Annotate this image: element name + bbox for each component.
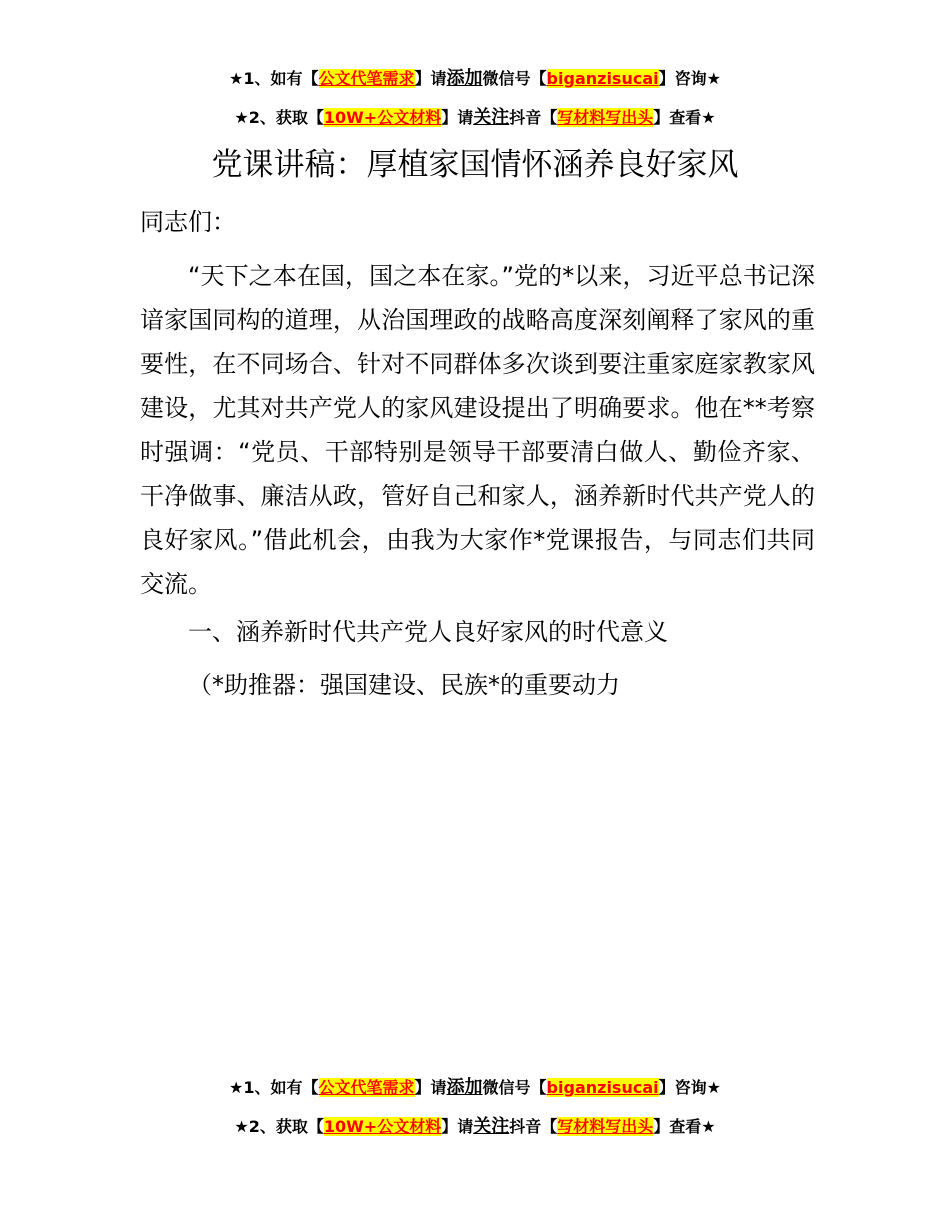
footer-1-highlight-service: 公文代笔需求 [318, 1078, 415, 1097]
footer-2-suffix: 】查看★ [653, 1117, 716, 1136]
footer-1-text: 】请 [414, 1078, 447, 1097]
header-2-prefix: ★2、获取【 [234, 108, 324, 127]
footer-1-text-wechat: 微信号【 [482, 1078, 547, 1097]
footer-2-highlight-materials: 10W+公文材料 [323, 1117, 442, 1136]
footer-line-1 [0, 1077, 950, 1099]
footer-2-text-douyin: 抖音【 [509, 1117, 558, 1136]
footer-1-underline-add: 添加 [446, 1077, 483, 1098]
header-1-prefix: ★1、如有【 [229, 69, 319, 88]
section-heading-1: 一、涵养新时代共产党人良好家风的时代意义 [188, 618, 668, 646]
footer-1-suffix: 】咨询★ [658, 1078, 721, 1097]
header-1-text: 】请 [414, 69, 447, 88]
subsection-heading-1: （*助推器：强国建设、民族*的重要动力 [188, 671, 620, 699]
footer-2-prefix: ★2、获取【 [234, 1117, 324, 1136]
header-1-suffix: 】咨询★ [658, 69, 721, 88]
header-2-highlight-materials: 10W+公文材料 [323, 108, 442, 127]
header-1-highlight-wechat-id: biganzisucai [546, 69, 659, 88]
footer-2-text: 】请 [441, 1117, 474, 1136]
footer-1-highlight-wechat-id: biganzisucai [546, 1078, 659, 1097]
footer-2-highlight-account: 写材料写出头 [557, 1117, 654, 1136]
paragraph-intro: “天下之本在国，国之本在家。”党的*以来，习近平总书记深谙家国同构的道理，从治国理政的战略高度深刻阐释了家风的重要性，在不同场合、针对不同群体多次谈到要注重家庭家教家风建设，尤其对共产党人的家风建设提出了明确要求。他在**考察时强调：“党员、干部特别是领导干部要清白做人、勤俭齐家、干净做事、廉洁从政，管好自己和家人，涵养新时代共产党人的良好家风。”借此机会，由我为大家作*党课报告，与同志们共同交流。 [140, 262, 815, 598]
header-2-suffix: 】查看★ [653, 108, 716, 127]
salutation: 同志们： [140, 208, 236, 236]
header-2-text: 】请 [441, 108, 474, 127]
header-2-text-douyin: 抖音【 [509, 108, 558, 127]
header-line-1 [0, 68, 950, 90]
header-1-underline-add: 添加 [446, 68, 483, 89]
header-2-underline-follow: 关注 [473, 107, 510, 128]
header-2-highlight-account: 写材料写出头 [557, 108, 654, 127]
footer-1-prefix: ★1、如有【 [229, 1078, 319, 1097]
footer-2-underline-follow: 关注 [473, 1116, 510, 1137]
header-1-text-wechat: 微信号【 [482, 69, 547, 88]
header-1-highlight-service: 公文代笔需求 [318, 69, 415, 88]
document-title: 党课讲稿：厚植家国情怀涵养良好家风 [211, 147, 739, 183]
header-line-2 [0, 107, 950, 129]
footer-line-2 [0, 1116, 950, 1138]
